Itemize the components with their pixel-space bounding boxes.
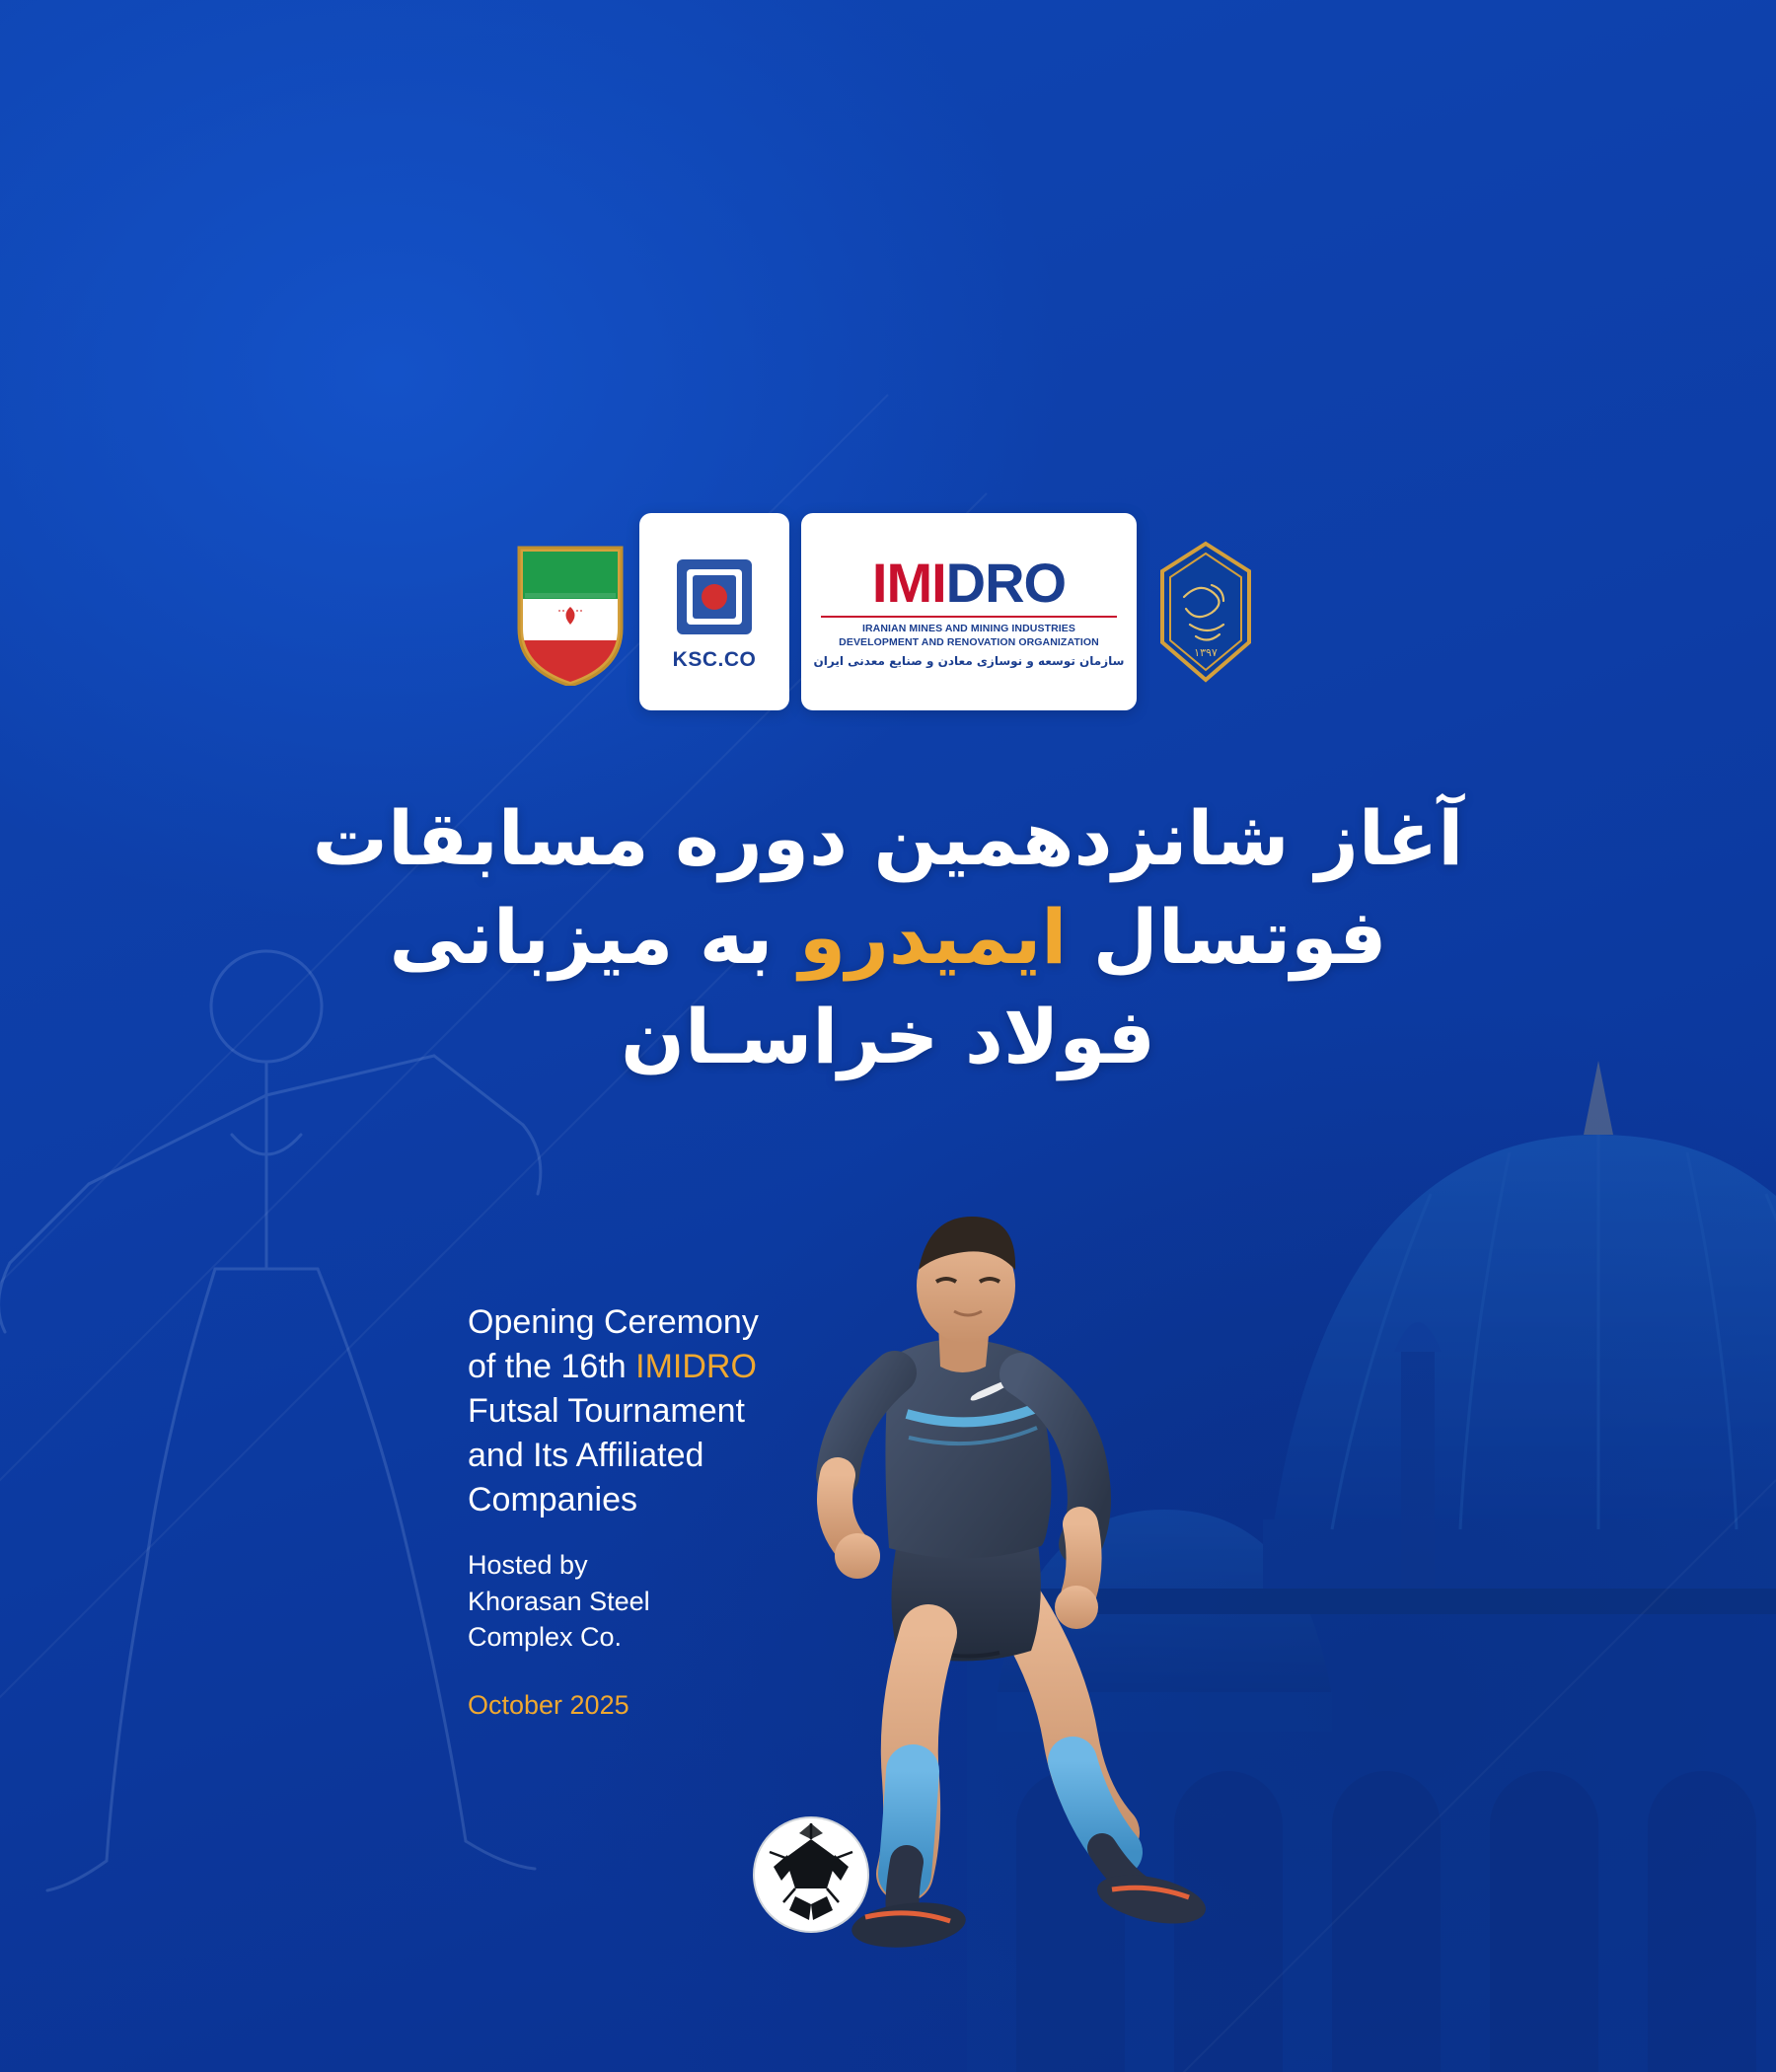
imidro-subtitle-fa: سازمان توسعه و نوسازی معادن و صنایع معدنی ایران [813,654,1125,669]
english-brand-imidro: IMIDRO [635,1347,757,1385]
ksc-label: KSC.CO [672,648,757,671]
english-title-line-5: Companies [468,1480,637,1518]
soccer-ball [750,1813,872,1936]
english-host-line-1: Hosted by [468,1550,588,1581]
logo-row [0,513,1776,710]
imidro-word-blue: DRO [945,551,1067,614]
headline-line-2-part-b: به میزبانی [389,893,799,982]
iran-flag-emblem [515,538,626,686]
headline-line-2-part-a: فوتسال [1067,893,1387,982]
page-title [0,789,1776,1086]
headline-brand-imidro: ایمیدرو [798,893,1068,982]
english-title-line-1: Opening Ceremony [468,1303,759,1341]
imidro-subtitle-en: IRANIAN MINES AND MINING INDUSTRIES DEVELOPMENT AND RENOVATION ORGANIZATION [821,616,1117,649]
english-title-line-2-text: of the 16th [468,1347,636,1385]
national-production-emblem [1150,538,1261,686]
imidro-wordmark [871,551,1067,614]
english-title-line-4: and Its Affiliated [468,1436,704,1474]
headline-line-1: آغاز شانزدهمین دوره مسابقات [312,794,1464,882]
english-host-line-3: Complex Co. [468,1621,623,1652]
imidro-word-red: IMI [871,551,946,614]
event-date: October 2025 [468,1689,629,1720]
headline-line-3: فولاد خراسـان [621,992,1155,1080]
headline-line-2 [0,888,1776,987]
imidro-logo [801,513,1137,710]
svg-text:۱۳۹۷: ۱۳۹۷ [1194,646,1218,659]
english-host-line-2: Khorasan Steel [468,1586,650,1616]
ksc-cube-icon [669,552,760,642]
ksc-logo [639,513,789,710]
english-title-line-3: Futsal Tournament [468,1391,745,1430]
